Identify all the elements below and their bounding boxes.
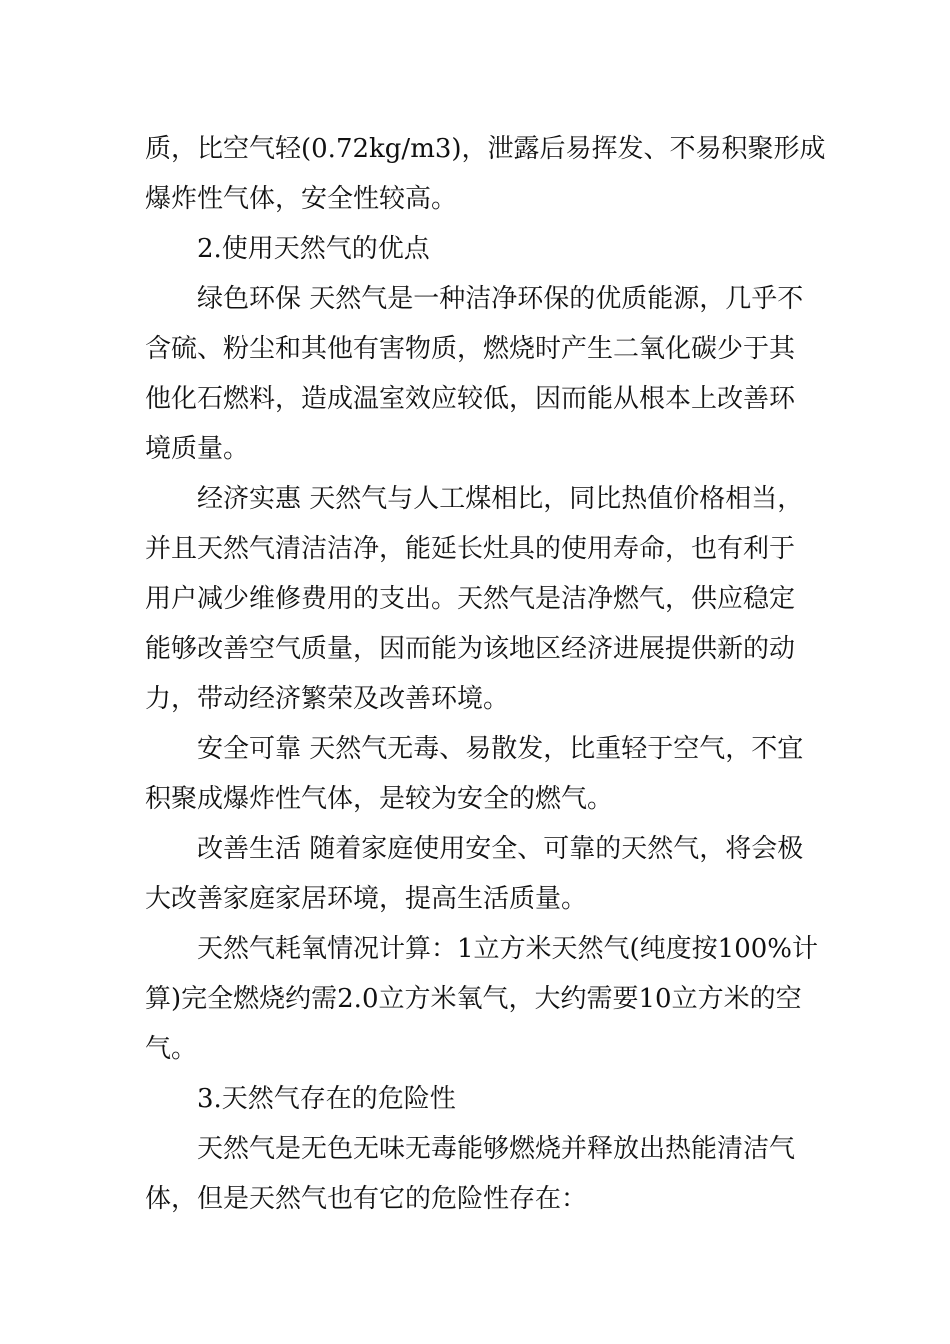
text-line: 能够改善空气质量，因而能为该地区经济进展提供新的动	[145, 634, 796, 664]
text-line: 算)完全燃烧约需2.0立方米氧气，大约需要10立方米的空	[145, 984, 802, 1014]
text-line: 气。	[145, 1034, 198, 1064]
text-line: 含硫、粉尘和其他有害物质，燃烧时产生二氧化碳少于其	[145, 334, 796, 364]
text-line: 积聚成爆炸性气体，是较为安全的燃气。	[145, 784, 614, 814]
section-heading: 2.使用天然气的优点	[197, 234, 430, 264]
text-line: 天然气耗氧情况计算：1立方米天然气(纯度按100%计	[197, 934, 819, 964]
text-line: 改善生活 随着家庭使用安全、可靠的天然气，将会极	[197, 834, 804, 864]
text-line: 安全可靠 天然气无毒、易散发，比重轻于空气，不宜	[197, 734, 804, 764]
text-line: 力，带动经济繁荣及改善环境。	[145, 684, 510, 714]
text-line: 绿色环保 天然气是一种洁净环保的优质能源，几乎不	[197, 284, 804, 314]
text-line: 爆炸性气体，安全性较高。	[145, 184, 458, 214]
text-line: 他化石燃料，造成温室效应较低，因而能从根本上改善环	[145, 384, 796, 414]
text-line: 大改善家庭家居环境，提高生活质量。	[145, 884, 588, 914]
text-line: 用户减少维修费用的支出。天然气是洁净燃气，供应稳定	[145, 584, 796, 614]
text-line: 经济实惠 天然气与人工煤相比，同比热值价格相当，	[197, 484, 804, 514]
text-line: 并且天然气清洁洁净，能延长灶具的使用寿命，也有利于	[145, 534, 796, 564]
text-line: 体，但是天然气也有它的危险性存在：	[145, 1184, 588, 1214]
section-heading: 3.天然气存在的危险性	[197, 1084, 456, 1114]
text-line: 质，比空气轻(0.72kg/m3)，泄露后易挥发、不易积聚形成	[145, 134, 826, 164]
text-line: 境质量。	[145, 434, 250, 464]
text-line: 天然气是无色无味无毒能够燃烧并释放出热能清洁气	[197, 1134, 796, 1164]
